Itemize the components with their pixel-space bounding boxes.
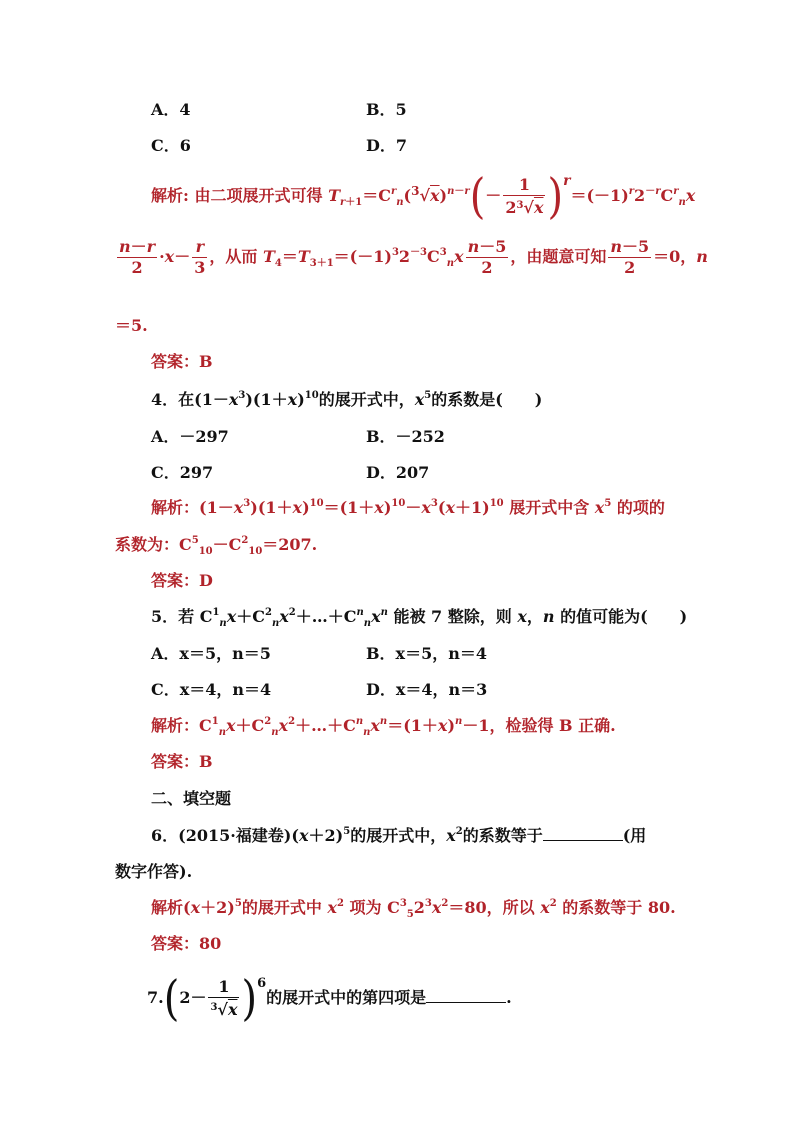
q4-option-a: A．－297 bbox=[151, 427, 229, 446]
q4-option-b: B．－252 bbox=[366, 427, 445, 446]
q5-analysis: 解析：$C^1_nx+C^2_nx^2+\dots+C^n_nx^n=(1+x)^n-1$，检验得 B 正确. bbox=[151, 716, 616, 738]
q3-analysis-label: 解析 bbox=[151, 186, 184, 205]
q6-analysis-label: 解析 bbox=[151, 898, 184, 917]
q5-analysis-label: 解析： bbox=[151, 716, 200, 735]
q3-option-c: C．6 bbox=[151, 136, 191, 155]
q5-option-a: A．x＝5，n＝5 bbox=[151, 644, 271, 663]
q4-answer: 答案：D bbox=[151, 571, 213, 590]
q5-stem: 5．若 $C^1_nx+C^2_nx^2+\dots+C^n_nx^n$ 能被 7 整除，则 x，n 的值可能为( ) bbox=[151, 607, 688, 629]
q4-analysis-label: 解析： bbox=[151, 498, 200, 517]
q4-option-d: D．207 bbox=[366, 463, 430, 482]
q7-answer-blank[interactable] bbox=[426, 988, 506, 1003]
q6-answer-blank[interactable] bbox=[543, 826, 623, 841]
q4-stem: 4．在$(1-x^3)(1+x)^{10}$的展开式中，$x^5$的系数是( ) bbox=[151, 390, 543, 409]
q7-stem: 7.(2－ $\frac{1}{^3√x}$ )$^6$的展开式中的第四项是 . bbox=[147, 970, 512, 1027]
q3-option-d: D．7 bbox=[366, 136, 408, 155]
q5-option-c: C．x＝4，n＝4 bbox=[151, 680, 272, 699]
q6-analysis: 解析$(x+2)^5$的展开式中 $x^2$ 项为 $C^3_52^3x^2=80$，所以 $x^2$ 的系数等于 80. bbox=[151, 898, 676, 920]
q5-option-b: B．x＝5，n＝4 bbox=[366, 644, 487, 663]
q3-answer: 答案：B bbox=[151, 352, 213, 371]
section-fill-blank-title: 二、填空题 bbox=[151, 789, 232, 808]
q3-option-b: B．5 bbox=[366, 100, 407, 119]
q3-option-a: A．4 bbox=[151, 100, 191, 119]
q5-answer: 答案：B bbox=[151, 752, 213, 771]
q4-option-c: C．297 bbox=[151, 463, 214, 482]
q5-option-d: D．x＝4，n＝3 bbox=[366, 680, 488, 699]
q6-answer: 答案：80 bbox=[151, 934, 222, 953]
